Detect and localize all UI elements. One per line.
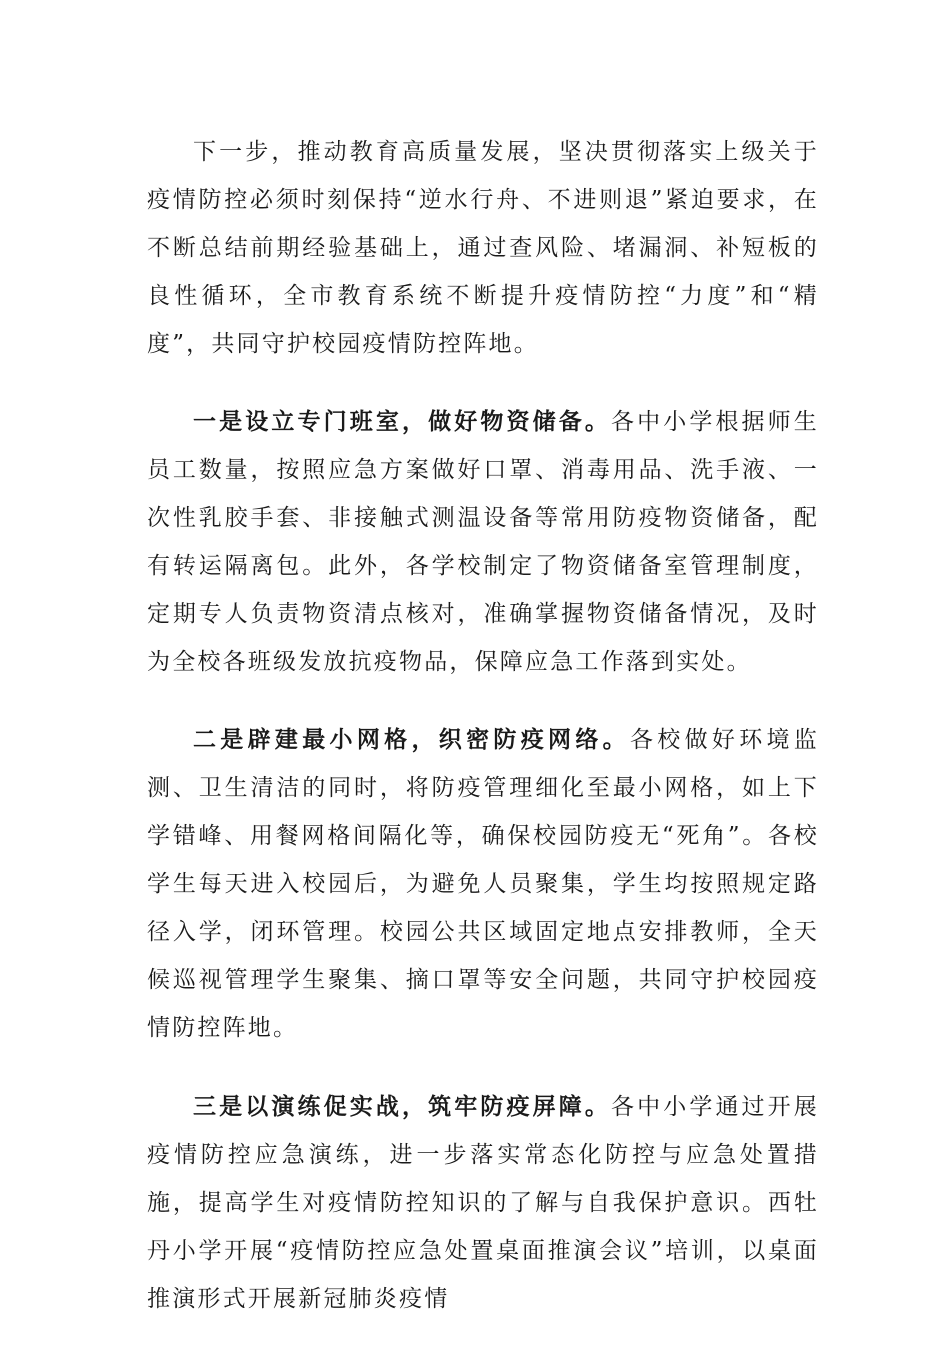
paragraph-grid-lead: 二是辟建最小网格，织密防疫网络。 <box>193 727 630 753</box>
paragraph-supplies-text: 各中小学根据师生员工数量，按照应急方案做好口罩、消毒用品、洗手液、一次性乳胶手套、非接触式测温设备等常用防疫物资储备，配有转运隔离包。此外，各学校制定了物资储备室管理制度，定期专人负责物资清点核对，准确掌握物资储备情况，及时为全校各班级发放抗疫物品，保障应急工作落到实处。 <box>147 409 820 675</box>
paragraph-supplies-lead: 一是设立专门班室，做好物资储备。 <box>193 409 611 435</box>
paragraph-grid <box>147 716 819 1052</box>
document-body <box>147 128 819 1351</box>
paragraph-grid-text: 各校做好环境监测、卫生清洁的同时，将防疫管理细化至最小网格，如上下学错峰、用餐网格间隔化等，确保校园防疫无“死角”。各校学生每天进入校园后，为避免人员聚集，学生均按照规定路径入学，闭环管理。校园公共区域固定地点安排教师，全天候巡视管理学生聚集、摘口罩等安全问题，共同守护校园疫情防控阵地。 <box>147 727 820 1041</box>
paragraph-supplies <box>147 398 819 686</box>
paragraph-drill <box>147 1083 819 1323</box>
paragraph-drill-text: 各中小学通过开展疫情防控应急演练，进一步落实常态化防控与应急处置措施，提高学生对疫情防控知识的了解与自我保护意识。西牡丹小学开展“疫情防控应急处置桌面推演会议”培训，以桌面推演形式开展新冠肺炎疫情 <box>147 1094 820 1312</box>
paragraph-intro-text: 下一步，推动教育高质量发展，坚决贯彻落实上级关于疫情防控必须时刻保持“逆水行舟、不进则退”紧迫要求，在不断总结前期经验基础上，通过查风险、堵漏洞、补短板的良性循环，全市教育系统不断提升疫情防控“力度”和“精度”，共同守护校园疫情防控阵地。 <box>147 139 819 357</box>
paragraph-intro <box>147 128 819 368</box>
paragraph-drill-lead: 三是以演练促实战，筑牢防疫屏障。 <box>193 1094 611 1120</box>
